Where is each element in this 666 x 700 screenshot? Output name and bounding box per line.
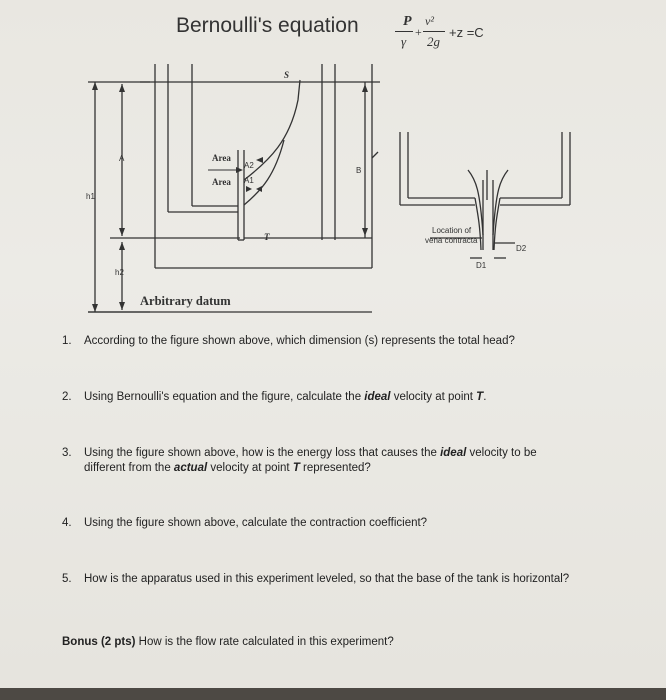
label-vena-contracta: vena contracta: [425, 236, 478, 245]
question-5: 5. How is the apparatus used in this experiment leveled, so that the base of the tank is horizontal?: [62, 573, 570, 585]
question-2: 2. Using Bernoulli's equation and the figure, calculate the ideal velocity at point T.: [62, 391, 487, 403]
label-a1: A1: [244, 176, 254, 185]
formula-p: P: [403, 14, 412, 29]
label-b: B: [356, 166, 362, 175]
label-datum: Arbitrary datum: [140, 294, 231, 308]
formula-2g: 2g: [427, 34, 440, 49]
label-a2: A2: [244, 161, 254, 170]
label-d2: D2: [516, 244, 527, 253]
bonus-question: Bonus (2 pts) How is the flow rate calculated in this experiment?: [62, 636, 394, 648]
label-h1: h1: [86, 192, 95, 201]
question-1: 1. According to the figure shown above, which dimension (s) represents the total head?: [62, 335, 515, 347]
formula-plus: +: [415, 25, 422, 39]
label-vena-location: Location of: [432, 226, 472, 235]
label-s: S: [284, 70, 290, 80]
formula-gamma: γ: [401, 34, 407, 49]
question-3: 3. Using the figure shown above, how is the energy loss that causes the ideal velocity to be different from the actual velocity at point T represented?: [62, 447, 537, 474]
label-area-a1: Area: [212, 177, 231, 187]
formula-v2: v²: [425, 14, 434, 28]
label-d1: D1: [476, 261, 487, 270]
label-h2: h2: [115, 268, 124, 277]
formula-rest: +z =C: [449, 25, 484, 40]
question-4: 4. Using the figure shown above, calculate the contraction coefficient?: [62, 517, 428, 529]
label-a: A: [119, 154, 125, 163]
page-title: Bernoulli's equation: [176, 14, 359, 37]
label-area-a2: Area: [212, 153, 231, 163]
label-t: T: [264, 232, 270, 242]
